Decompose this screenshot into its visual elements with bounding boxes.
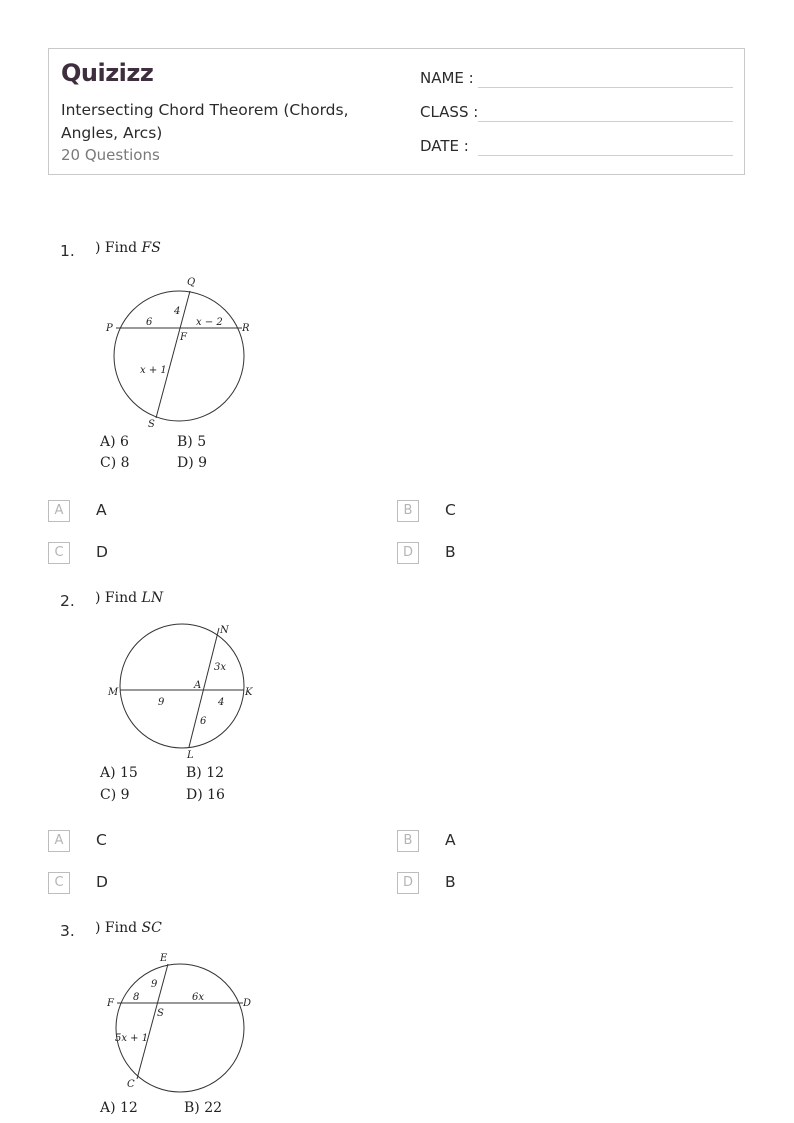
worksheet-header	[48, 48, 745, 175]
label-f: F	[107, 998, 114, 1009]
segment-sc: 5x + 1	[115, 1033, 149, 1044]
question-2-figure	[100, 620, 260, 765]
name-line[interactable]	[478, 87, 733, 88]
choice-d: D) 16	[186, 787, 225, 803]
label-m: M	[108, 687, 119, 698]
choice-c: C) 8	[100, 455, 130, 471]
segment-ak: 4	[218, 697, 225, 708]
question-2-prompt	[95, 590, 163, 606]
option-letter-box: D	[397, 542, 419, 564]
question-3-figure	[100, 950, 260, 1095]
label-c: C	[127, 1079, 135, 1090]
option-letter-box: C	[48, 542, 70, 564]
question-1-prompt	[95, 240, 161, 256]
choice-b: B) 22	[184, 1100, 223, 1116]
option-value: D	[96, 873, 108, 891]
prompt-variable: SC	[141, 920, 162, 936]
option-letter-box: A	[48, 500, 70, 522]
option-value: B	[445, 873, 456, 891]
segment-ma: 9	[158, 697, 165, 708]
prompt-text: ) Find	[95, 920, 142, 936]
choice-c: C) 9	[100, 787, 130, 803]
label-a: A	[194, 680, 202, 691]
segment-pf: 6	[146, 317, 153, 328]
option-letter-box: B	[397, 500, 419, 522]
option-letter-box: D	[397, 872, 419, 894]
prompt-text: ) Find	[95, 240, 142, 256]
option-value: B	[445, 543, 456, 561]
question-3-number: 3.	[60, 922, 75, 940]
prompt-variable: LN	[141, 590, 164, 606]
question-2-number: 2.	[60, 592, 75, 610]
question-3-prompt	[95, 920, 162, 936]
choice-a: A) 15	[100, 765, 138, 781]
label-d: D	[243, 998, 252, 1009]
chord-qs	[156, 291, 190, 418]
name-label: NAME :	[420, 69, 474, 87]
segment-an: 3x	[214, 662, 227, 673]
label-r: R	[242, 323, 250, 334]
segment-es: 9	[151, 979, 158, 990]
label-f: F	[180, 332, 187, 343]
class-label: CLASS :	[420, 103, 479, 121]
question-1-number: 1.	[60, 242, 75, 260]
label-l: L	[187, 750, 194, 761]
segment-sd: 6x	[192, 992, 205, 1003]
name-field	[420, 69, 474, 87]
segment-al: 6	[200, 716, 207, 727]
class-field	[420, 103, 478, 121]
label-p: P	[106, 323, 113, 334]
quizizz-logo: Quizizz	[61, 59, 154, 87]
option-letter-box: B	[397, 830, 419, 852]
choice-a: A) 12	[100, 1100, 138, 1116]
option-letter-box: A	[48, 830, 70, 852]
option-value: A	[445, 831, 456, 849]
prompt-variable: FS	[141, 240, 161, 256]
label-k: K	[245, 687, 253, 698]
worksheet-title: Intersecting Chord Theorem (Chords, Angles, Arcs)	[61, 101, 349, 142]
segment-fs: x + 1	[140, 365, 167, 376]
option-value: D	[96, 543, 108, 561]
prompt-text: ) Find	[95, 590, 142, 606]
date-label: DATE :	[420, 137, 469, 155]
question-1-figure	[100, 272, 260, 432]
date-line[interactable]	[478, 155, 733, 156]
option-value: C	[96, 831, 107, 849]
choice-d: D) 9	[177, 455, 208, 471]
choice-a: A) 6	[100, 434, 129, 450]
label-e: E	[160, 953, 168, 964]
segment-qf: 4	[174, 306, 181, 317]
circle	[116, 964, 244, 1092]
label-s: S	[157, 1008, 164, 1019]
label-n: N	[220, 625, 229, 636]
circle	[120, 624, 244, 748]
option-value: C	[445, 501, 456, 519]
choice-b: B) 5	[177, 434, 207, 450]
segment-fr: x − 2	[196, 317, 223, 328]
question-count: 20 Questions	[61, 146, 160, 164]
choice-b: B) 12	[186, 765, 225, 781]
label-s: S	[148, 419, 155, 430]
date-field	[420, 137, 469, 155]
label-q: Q	[187, 277, 196, 288]
segment-fs: 8	[133, 992, 140, 1003]
option-value: A	[96, 501, 107, 519]
class-line[interactable]	[478, 121, 733, 122]
option-letter-box: C	[48, 872, 70, 894]
